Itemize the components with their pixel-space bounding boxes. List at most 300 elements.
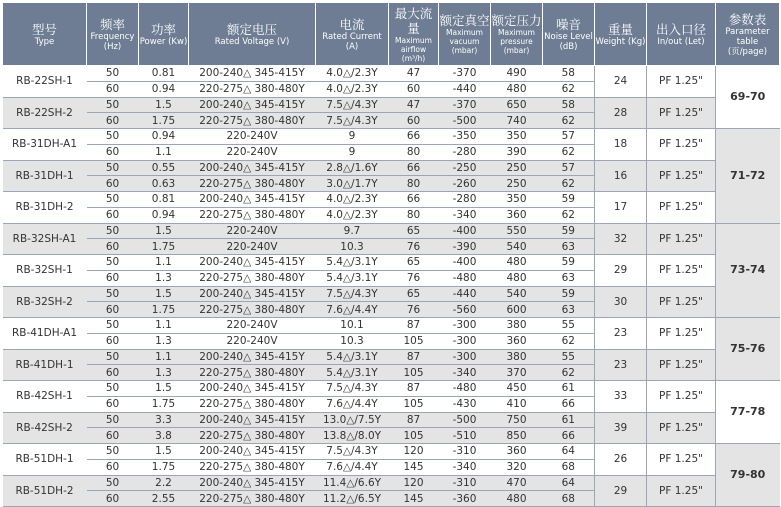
model-type-cell: RB-51DH-1 (3, 444, 87, 476)
vacuum-cell: -370 (439, 97, 491, 113)
frequency-cell: 50 (87, 192, 139, 208)
pressure-cell: 490 (491, 66, 543, 82)
weight-cell: 17 (595, 192, 647, 224)
weight-cell: 32 (595, 223, 647, 255)
power-cell: 2.2 (139, 475, 189, 491)
power-cell: 1.75 (139, 396, 189, 412)
port-cell: PF 1.25" (647, 381, 716, 413)
frequency-cell: 60 (87, 365, 139, 381)
voltage-cell: 200-240△ 345-415Y (189, 444, 316, 460)
current-cell: 4.0△/2.3Y (316, 81, 389, 97)
airflow-cell: 65 (389, 255, 439, 271)
vacuum-cell: -430 (439, 396, 491, 412)
frequency-cell: 60 (87, 207, 139, 223)
vacuum-cell: -560 (439, 302, 491, 318)
current-cell: 2.8△/1.6Y (316, 160, 389, 176)
power-cell: 0.55 (139, 160, 189, 176)
current-cell: 5.4△/3.1Y (316, 270, 389, 286)
airflow-cell: 60 (389, 81, 439, 97)
power-cell: 1.75 (139, 239, 189, 255)
parameter-page-cell: 71-72 (716, 129, 780, 224)
model-type-cell: RB-32SH-1 (3, 255, 87, 287)
vacuum-cell: -510 (439, 428, 491, 444)
noise-cell: 62 (543, 113, 595, 129)
header-en-label: Rated Voltage (V) (214, 36, 290, 47)
weight-cell: 39 (595, 412, 647, 444)
port-cell: PF 1.25" (647, 160, 716, 192)
noise-cell: 66 (543, 428, 595, 444)
airflow-cell: 145 (389, 459, 439, 475)
power-cell: 0.63 (139, 176, 189, 192)
pressure-cell: 480 (491, 81, 543, 97)
current-cell: 3.0△/1.7Y (316, 176, 389, 192)
pressure-cell: 360 (491, 333, 543, 349)
power-cell: 1.1 (139, 318, 189, 334)
header-cn-label: 参数表 (728, 11, 767, 27)
vacuum-cell: -310 (439, 444, 491, 460)
current-cell: 7.6△/4.4Y (316, 396, 389, 412)
voltage-cell: 200-240△ 345-415Y (189, 66, 316, 82)
frequency-cell: 60 (87, 270, 139, 286)
pressure-cell: 350 (491, 129, 543, 145)
noise-cell: 59 (543, 192, 595, 208)
frequency-cell: 50 (87, 444, 139, 460)
port-cell: PF 1.25" (647, 475, 716, 507)
current-cell: 11.4△/6.6Y (316, 475, 389, 491)
current-cell: 9 (316, 144, 389, 160)
table-row (3, 129, 780, 145)
header-cn-label: 型号 (31, 21, 57, 37)
pressure-cell: 410 (491, 396, 543, 412)
header-cn-label: 额定压力 (491, 13, 542, 28)
voltage-cell: 220-275△ 380-480Y (189, 491, 316, 507)
noise-cell: 68 (543, 491, 595, 507)
header-en-label: Power (Kw) (139, 36, 188, 47)
header-rated-voltage (189, 3, 316, 66)
airflow-cell: 47 (389, 66, 439, 82)
header-type (3, 3, 87, 66)
noise-cell: 62 (543, 207, 595, 223)
power-cell: 1.3 (139, 270, 189, 286)
power-cell: 1.75 (139, 302, 189, 318)
frequency-cell: 50 (87, 129, 139, 145)
frequency-cell: 60 (87, 459, 139, 475)
noise-cell: 62 (543, 81, 595, 97)
current-cell: 13.8△/8.0Y (316, 428, 389, 444)
header-weight (595, 3, 647, 66)
pressure-cell: 360 (491, 207, 543, 223)
current-cell: 9 (316, 129, 389, 145)
airflow-cell: 66 (389, 160, 439, 176)
power-cell: 1.5 (139, 286, 189, 302)
current-cell: 10.1 (316, 318, 389, 334)
current-cell: 7.6△/4.4Y (316, 459, 389, 475)
weight-cell: 30 (595, 286, 647, 318)
port-cell: PF 1.25" (647, 97, 716, 129)
header-en-label: Maximum airflow (m³/h) (395, 35, 432, 63)
header-cn-label: 额定真空 (439, 13, 490, 28)
pressure-cell: 370 (491, 365, 543, 381)
voltage-cell: 220-240V (189, 333, 316, 349)
model-type-cell: RB-32SH-A1 (3, 223, 87, 255)
model-type-cell: RB-42SH-2 (3, 412, 87, 444)
header-en-label: Maximum vacuum (mbar) (446, 28, 483, 55)
table-row (3, 192, 780, 208)
vacuum-cell: -440 (439, 286, 491, 302)
power-cell: 0.94 (139, 81, 189, 97)
frequency-cell: 50 (87, 160, 139, 176)
airflow-cell: 80 (389, 144, 439, 160)
noise-cell: 58 (543, 66, 595, 82)
airflow-cell: 76 (389, 302, 439, 318)
header-cn-label: 出入口径 (655, 21, 706, 37)
voltage-cell: 220-275△ 380-480Y (189, 396, 316, 412)
vacuum-cell: -390 (439, 239, 491, 255)
pressure-cell: 480 (491, 491, 543, 507)
airflow-cell: 105 (389, 365, 439, 381)
table-row (3, 475, 780, 491)
noise-cell: 57 (543, 160, 595, 176)
port-cell: PF 1.25" (647, 412, 716, 444)
weight-cell: 18 (595, 129, 647, 161)
pressure-cell: 250 (491, 176, 543, 192)
noise-cell: 55 (543, 318, 595, 334)
noise-cell: 62 (543, 365, 595, 381)
model-type-cell: RB-41DH-A1 (3, 318, 87, 350)
voltage-cell: 220-240V (189, 318, 316, 334)
frequency-cell: 50 (87, 97, 139, 113)
pressure-cell: 480 (491, 270, 543, 286)
parameter-page-cell: 77-78 (716, 381, 780, 444)
airflow-cell: 65 (389, 223, 439, 239)
table-row (3, 381, 780, 397)
pressure-cell: 470 (491, 475, 543, 491)
port-cell: PF 1.25" (647, 286, 716, 318)
parameter-page-cell: 69-70 (716, 66, 780, 129)
power-cell: 1.5 (139, 97, 189, 113)
model-type-cell: RB-22SH-1 (3, 66, 87, 98)
pressure-cell: 320 (491, 459, 543, 475)
current-cell: 5.4△/3.1Y (316, 255, 389, 271)
frequency-cell: 50 (87, 475, 139, 491)
frequency-cell: 50 (87, 412, 139, 428)
noise-cell: 64 (543, 475, 595, 491)
table-row (3, 97, 780, 113)
vacuum-cell: -300 (439, 318, 491, 334)
airflow-cell: 47 (389, 97, 439, 113)
header-en-label: Weight (Kg) (595, 36, 646, 47)
vacuum-cell: -340 (439, 459, 491, 475)
table-row (3, 444, 780, 460)
vacuum-cell: -340 (439, 207, 491, 223)
table-row (3, 349, 780, 365)
noise-cell: 62 (543, 333, 595, 349)
current-cell: 4.0△/2.3Y (316, 192, 389, 208)
voltage-cell: 220-240V (189, 239, 316, 255)
power-cell: 1.75 (139, 113, 189, 129)
model-type-cell: RB-41DH-1 (3, 349, 87, 381)
pressure-cell: 350 (491, 192, 543, 208)
pressure-cell: 250 (491, 160, 543, 176)
header-en-label: Noise Level (dB) (544, 31, 593, 52)
header-en-label: Maximum pressure (mbar) (498, 28, 535, 55)
header-cn-label: 频率 (99, 16, 125, 32)
airflow-cell: 145 (389, 491, 439, 507)
voltage-cell: 220-240V (189, 223, 316, 239)
vacuum-cell: -260 (439, 176, 491, 192)
frequency-cell: 50 (87, 223, 139, 239)
header-max-vacuum (439, 3, 491, 66)
vacuum-cell: -250 (439, 160, 491, 176)
pressure-cell: 380 (491, 349, 543, 365)
weight-cell: 28 (595, 97, 647, 129)
parameter-page-cell: 75-76 (716, 318, 780, 381)
airflow-cell: 105 (389, 428, 439, 444)
vacuum-cell: -400 (439, 223, 491, 239)
voltage-cell: 220-275△ 380-480Y (189, 207, 316, 223)
power-cell: 1.1 (139, 144, 189, 160)
voltage-cell: 200-240△ 345-415Y (189, 192, 316, 208)
airflow-cell: 87 (389, 381, 439, 397)
noise-cell: 55 (543, 349, 595, 365)
airflow-cell: 60 (389, 113, 439, 129)
voltage-cell: 220-275△ 380-480Y (189, 81, 316, 97)
voltage-cell: 200-240△ 345-415Y (189, 286, 316, 302)
parameter-page-cell: 79-80 (716, 444, 780, 507)
vacuum-cell: -360 (439, 491, 491, 507)
frequency-cell: 50 (87, 349, 139, 365)
model-type-cell: RB-32SH-2 (3, 286, 87, 318)
power-cell: 1.5 (139, 223, 189, 239)
current-cell: 7.5△/4.3Y (316, 286, 389, 302)
airflow-cell: 76 (389, 239, 439, 255)
model-type-cell: RB-31DH-A1 (3, 129, 87, 161)
vacuum-cell: -400 (439, 255, 491, 271)
pressure-cell: 450 (491, 381, 543, 397)
voltage-cell: 220-275△ 380-480Y (189, 176, 316, 192)
power-cell: 1.3 (139, 333, 189, 349)
airflow-cell: 120 (389, 444, 439, 460)
current-cell: 4.0△/2.3Y (316, 66, 389, 82)
frequency-cell: 60 (87, 239, 139, 255)
header-row (3, 3, 780, 66)
model-type-cell: RB-51DH-2 (3, 475, 87, 507)
power-cell: 1.3 (139, 365, 189, 381)
frequency-cell: 60 (87, 144, 139, 160)
power-cell: 0.94 (139, 207, 189, 223)
frequency-cell: 60 (87, 396, 139, 412)
pressure-cell: 750 (491, 412, 543, 428)
noise-cell: 59 (543, 255, 595, 271)
vacuum-cell: -500 (439, 113, 491, 129)
table-row (3, 318, 780, 334)
airflow-cell: 105 (389, 396, 439, 412)
power-cell: 3.8 (139, 428, 189, 444)
voltage-cell: 220-275△ 380-480Y (189, 459, 316, 475)
frequency-cell: 60 (87, 81, 139, 97)
voltage-cell: 220-275△ 380-480Y (189, 302, 316, 318)
table-row (3, 160, 780, 176)
power-cell: 1.1 (139, 255, 189, 271)
vacuum-cell: -500 (439, 412, 491, 428)
vacuum-cell: -300 (439, 333, 491, 349)
vacuum-cell: -310 (439, 475, 491, 491)
noise-cell: 63 (543, 239, 595, 255)
header-en-label: Parameter table (页/page) (725, 26, 770, 57)
frequency-cell: 60 (87, 302, 139, 318)
power-cell: 0.81 (139, 66, 189, 82)
current-cell: 7.5△/4.3Y (316, 97, 389, 113)
header-en-label: Rated Current (A) (322, 31, 382, 52)
airflow-cell: 76 (389, 270, 439, 286)
header-max-pressure (491, 3, 543, 66)
noise-cell: 66 (543, 396, 595, 412)
table-row (3, 412, 780, 428)
vacuum-cell: -340 (439, 365, 491, 381)
power-cell: 3.3 (139, 412, 189, 428)
weight-cell: 26 (595, 444, 647, 476)
voltage-cell: 220-240V (189, 144, 316, 160)
spec-table (2, 2, 780, 507)
parameter-page-cell: 73-74 (716, 223, 780, 318)
power-cell: 0.94 (139, 129, 189, 145)
power-cell: 1.5 (139, 444, 189, 460)
weight-cell: 33 (595, 381, 647, 413)
model-type-cell: RB-31DH-1 (3, 160, 87, 192)
port-cell: PF 1.25" (647, 318, 716, 350)
frequency-cell: 60 (87, 333, 139, 349)
model-type-cell: RB-22SH-2 (3, 97, 87, 129)
airflow-cell: 120 (389, 475, 439, 491)
power-cell: 0.81 (139, 192, 189, 208)
noise-cell: 59 (543, 223, 595, 239)
frequency-cell: 60 (87, 113, 139, 129)
airflow-cell: 80 (389, 176, 439, 192)
port-cell: PF 1.25" (647, 129, 716, 161)
header-noise-level (543, 3, 595, 66)
current-cell: 7.6△/4.4Y (316, 302, 389, 318)
noise-cell: 59 (543, 286, 595, 302)
header-in-out (647, 3, 716, 66)
frequency-cell: 50 (87, 381, 139, 397)
frequency-cell: 50 (87, 318, 139, 334)
noise-cell: 63 (543, 270, 595, 286)
port-cell: PF 1.25" (647, 66, 716, 98)
power-cell: 1.1 (139, 349, 189, 365)
pressure-cell: 850 (491, 428, 543, 444)
voltage-cell: 220-275△ 380-480Y (189, 113, 316, 129)
port-cell: PF 1.25" (647, 255, 716, 287)
header-cn-label: 额定电压 (226, 21, 277, 37)
airflow-cell: 87 (389, 412, 439, 428)
voltage-cell: 220-240V (189, 129, 316, 145)
port-cell: PF 1.25" (647, 192, 716, 224)
frequency-cell: 50 (87, 255, 139, 271)
header-frequency (87, 3, 139, 66)
current-cell: 5.4△/3.1Y (316, 349, 389, 365)
airflow-cell: 87 (389, 318, 439, 334)
voltage-cell: 220-275△ 380-480Y (189, 365, 316, 381)
header-en-label: Type (34, 36, 55, 47)
current-cell: 4.0△/2.3Y (316, 207, 389, 223)
table-row (3, 255, 780, 271)
voltage-cell: 200-240△ 345-415Y (189, 412, 316, 428)
voltage-cell: 200-240△ 345-415Y (189, 255, 316, 271)
pressure-cell: 540 (491, 239, 543, 255)
current-cell: 7.5△/4.3Y (316, 113, 389, 129)
header-parameter-table (716, 3, 780, 66)
vacuum-cell: -350 (439, 129, 491, 145)
voltage-cell: 200-240△ 345-415Y (189, 475, 316, 491)
current-cell: 10.3 (316, 333, 389, 349)
voltage-cell: 200-240△ 345-415Y (189, 381, 316, 397)
noise-cell: 62 (543, 144, 595, 160)
noise-cell: 68 (543, 459, 595, 475)
pressure-cell: 740 (491, 113, 543, 129)
vacuum-cell: -280 (439, 192, 491, 208)
header-power (139, 3, 189, 66)
airflow-cell: 66 (389, 129, 439, 145)
weight-cell: 16 (595, 160, 647, 192)
weight-cell: 29 (595, 475, 647, 507)
port-cell: PF 1.25" (647, 444, 716, 476)
frequency-cell: 50 (87, 286, 139, 302)
vacuum-cell: -280 (439, 144, 491, 160)
current-cell: 13.0△/7.5Y (316, 412, 389, 428)
voltage-cell: 200-240△ 345-415Y (189, 349, 316, 365)
weight-cell: 24 (595, 66, 647, 98)
pressure-cell: 390 (491, 144, 543, 160)
weight-cell: 29 (595, 255, 647, 287)
weight-cell: 23 (595, 318, 647, 350)
power-cell: 2.55 (139, 491, 189, 507)
pressure-cell: 550 (491, 223, 543, 239)
current-cell: 9.7 (316, 223, 389, 239)
header-en-label: In/out (Let) (657, 36, 705, 47)
vacuum-cell: -480 (439, 270, 491, 286)
power-cell: 1.75 (139, 459, 189, 475)
current-cell: 11.2△/6.5Y (316, 491, 389, 507)
header-max-airflow (389, 3, 439, 66)
port-cell: PF 1.25" (647, 223, 716, 255)
noise-cell: 63 (543, 302, 595, 318)
voltage-cell: 200-240△ 345-415Y (189, 160, 316, 176)
header-cn-label: 最大流量 (394, 5, 433, 36)
airflow-cell: 80 (389, 207, 439, 223)
header-rated-current (316, 3, 389, 66)
current-cell: 7.5△/4.3Y (316, 444, 389, 460)
airflow-cell: 65 (389, 286, 439, 302)
header-cn-label: 电流 (339, 16, 365, 32)
noise-cell: 58 (543, 97, 595, 113)
table-row (3, 66, 780, 82)
weight-cell: 23 (595, 349, 647, 381)
voltage-cell: 200-240△ 345-415Y (189, 97, 316, 113)
table-row (3, 223, 780, 239)
header-cn-label: 功率 (150, 21, 176, 37)
frequency-cell: 50 (87, 66, 139, 82)
pressure-cell: 650 (491, 97, 543, 113)
noise-cell: 57 (543, 129, 595, 145)
vacuum-cell: -440 (439, 81, 491, 97)
pressure-cell: 600 (491, 302, 543, 318)
frequency-cell: 60 (87, 428, 139, 444)
voltage-cell: 220-275△ 380-480Y (189, 270, 316, 286)
vacuum-cell: -300 (439, 349, 491, 365)
header-cn-label: 噪音 (555, 16, 581, 32)
current-cell: 7.5△/4.3Y (316, 381, 389, 397)
noise-cell: 61 (543, 412, 595, 428)
